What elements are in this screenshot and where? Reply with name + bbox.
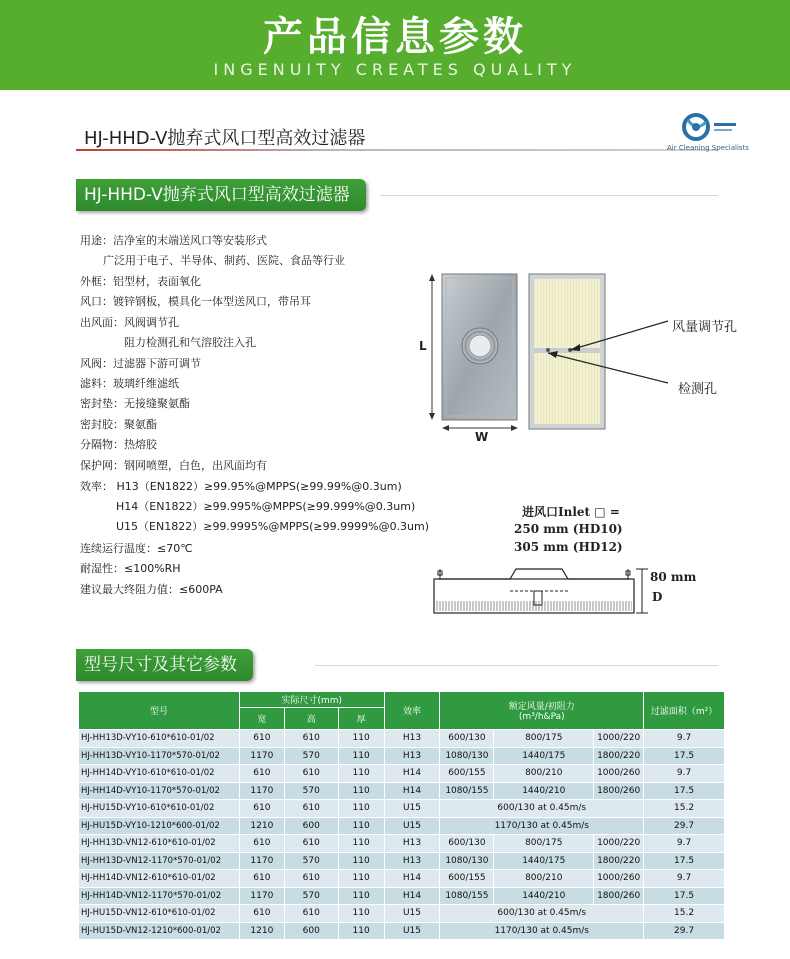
cell-efficiency: U15 (384, 905, 440, 923)
cell-airflow-low: 600/155 (440, 870, 494, 888)
table-row (79, 905, 725, 923)
cell-model: HJ-HH14D-VN12-610*610-01/02 (79, 870, 240, 888)
cell-efficiency: H14 (384, 870, 440, 888)
spec-line: 建议最大终阻力值：≤600PA (80, 583, 223, 596)
header-airflow-unit: (m³/h&Pa) (518, 712, 565, 722)
cell-width: 610 (239, 835, 284, 853)
cell-airflow-mid: 1440/175 (494, 852, 594, 870)
cell-height: 610 (284, 835, 338, 853)
label-length: L (419, 339, 427, 353)
cell-width: 1170 (239, 887, 284, 905)
table-row (79, 765, 725, 783)
cell-efficiency: H14 (384, 782, 440, 800)
cell-airflow-low: 600/130 (440, 835, 494, 853)
cell-airflow-low: 1080/130 (440, 852, 494, 870)
cell-airflow: 600/130 at 0.45m/s (440, 800, 644, 818)
spec-line: 分隔物：热熔胶 (80, 438, 157, 451)
cell-airflow-mid: 800/175 (494, 835, 594, 853)
label-damper-hole: 风量调节孔 (672, 320, 738, 335)
cell-efficiency: H13 (384, 835, 440, 853)
cell-efficiency: H14 (384, 765, 440, 783)
cell-depth: 110 (338, 747, 384, 765)
spec-line: 连续运行温度：≤70℃ (80, 542, 193, 555)
parameter-table (78, 691, 725, 940)
cell-model: HJ-HH13D-VN12-1170*570-01/02 (79, 852, 240, 870)
cell-model: HJ-HU15D-VN12-1210*600-01/02 (79, 922, 240, 940)
cell-filter-area: 17.5 (644, 852, 725, 870)
header-height: 高 (284, 708, 338, 730)
table-row (79, 852, 725, 870)
cell-depth: 110 (338, 817, 384, 835)
inlet-label: 进风口Inlet □ = (522, 505, 620, 519)
logo-caption: Air Cleaning Specialists (667, 144, 749, 152)
cell-airflow-high: 1000/260 (594, 765, 644, 783)
cell-airflow-mid: 1440/210 (494, 782, 594, 800)
cell-width: 610 (239, 905, 284, 923)
spec-line: 风阀：过滤器下游可调节 (80, 357, 201, 370)
filter-back-image (528, 273, 678, 433)
cell-depth: 110 (338, 870, 384, 888)
cell-airflow: 1170/130 at 0.45m/s (440, 817, 644, 835)
cell-airflow-low: 1080/155 (440, 782, 494, 800)
inlet-size-hd12: 305 mm (HD12) (514, 540, 623, 554)
cell-model: HJ-HH13D-VY10-1170*570-01/02 (79, 747, 240, 765)
table-row (79, 782, 725, 800)
cell-depth: 110 (338, 800, 384, 818)
cell-depth: 110 (338, 765, 384, 783)
cell-efficiency: H13 (384, 747, 440, 765)
cell-efficiency: H13 (384, 730, 440, 748)
height-label: 80 mm (650, 570, 697, 584)
cell-width: 1210 (239, 817, 284, 835)
filter-front-image (428, 270, 523, 448)
cell-filter-area: 17.5 (644, 782, 725, 800)
cell-height: 610 (284, 870, 338, 888)
cell-filter-area: 29.7 (644, 922, 725, 940)
table-body (79, 730, 725, 940)
cell-height: 610 (284, 905, 338, 923)
cell-airflow-high: 1800/220 (594, 852, 644, 870)
header-size: 实际尺寸(mm) (239, 692, 384, 708)
cell-height: 570 (284, 887, 338, 905)
header-width: 宽 (239, 708, 284, 730)
cell-depth: 110 (338, 782, 384, 800)
cell-airflow-mid: 1440/210 (494, 887, 594, 905)
cell-filter-area: 15.2 (644, 905, 725, 923)
cell-height: 610 (284, 800, 338, 818)
cell-airflow-mid: 1440/175 (494, 747, 594, 765)
spec-line: 用途：洁净室的末端送风口等安装形式 (80, 234, 267, 247)
spec-line: H14（EN1822）≥99.995%@MPPS(≥99.999%@0.3um) (116, 500, 416, 513)
header-efficiency: 效率 (384, 692, 440, 730)
cell-depth: 110 (338, 835, 384, 853)
cell-efficiency: U15 (384, 817, 440, 835)
cell-filter-area: 29.7 (644, 817, 725, 835)
spec-line: 密封胶：聚氨酯 (80, 418, 157, 431)
cell-airflow-mid: 800/210 (494, 765, 594, 783)
table-row (79, 747, 725, 765)
spec-line: 出风面：风阀调节孔 (80, 316, 179, 329)
spec-line: 耐湿性：≤100%RH (80, 562, 181, 575)
cell-airflow-high: 1800/260 (594, 887, 644, 905)
cell-model: HJ-HU15D-VY10-610*610-01/02 (79, 800, 240, 818)
cell-filter-area: 17.5 (644, 747, 725, 765)
product-title: HJ-HHD-V抛弃式风口型高效过滤器 (84, 128, 366, 149)
cell-airflow-high: 1000/220 (594, 835, 644, 853)
spec-line: 风口：镀锌钢板，模具化一体型送风口，带吊耳 (80, 295, 311, 308)
cell-airflow-high: 1000/260 (594, 870, 644, 888)
section-divider (315, 665, 718, 666)
table-row (79, 800, 725, 818)
cell-model: HJ-HH14D-VY10-610*610-01/02 (79, 765, 240, 783)
cell-model: HJ-HH13D-VY10-610*610-01/02 (79, 730, 240, 748)
label-test-hole: 检测孔 (678, 382, 718, 397)
cell-filter-area: 9.7 (644, 730, 725, 748)
spec-line: 滤料：玻璃纤维滤纸 (80, 377, 179, 390)
cell-width: 610 (239, 870, 284, 888)
section-divider (380, 195, 718, 196)
section-tab-models: 型号尺寸及其它参数 (76, 649, 253, 681)
cell-width: 610 (239, 730, 284, 748)
cell-depth: 110 (338, 887, 384, 905)
spec-line: 保护网：钢网喷塑，白色，出风面均有 (80, 459, 267, 472)
table-row (79, 922, 725, 940)
cell-depth: 110 (338, 730, 384, 748)
spec-line: U15（EN1822）≥99.9995%@MPPS(≥99.9999%@0.3um) (116, 520, 430, 533)
cell-airflow-high: 1800/220 (594, 747, 644, 765)
cell-depth: 110 (338, 905, 384, 923)
cell-airflow-high: 1800/260 (594, 782, 644, 800)
cell-height: 570 (284, 852, 338, 870)
cell-width: 1170 (239, 782, 284, 800)
table-row (79, 870, 725, 888)
label-width: W (475, 430, 489, 444)
cell-airflow-mid: 800/175 (494, 730, 594, 748)
cell-width: 1170 (239, 747, 284, 765)
cell-height: 600 (284, 817, 338, 835)
cell-airflow-low: 600/130 (440, 730, 494, 748)
cell-model: HJ-HU15D-VY10-1210*600-01/02 (79, 817, 240, 835)
table-row (79, 730, 725, 748)
cell-efficiency: U15 (384, 800, 440, 818)
cell-model: HJ-HH14D-VN12-1170*570-01/02 (79, 887, 240, 905)
banner-title: 产品信息参数 (263, 14, 527, 60)
cell-width: 610 (239, 800, 284, 818)
header-airflow (440, 692, 644, 730)
cell-width: 1170 (239, 852, 284, 870)
spec-line: 阻力检测孔和气溶胶注入孔 (124, 336, 256, 349)
cell-airflow-mid: 800/210 (494, 870, 594, 888)
section-tab-product: HJ-HHD-V抛弃式风口型高效过滤器 (76, 179, 366, 211)
header-model: 型号 (79, 692, 240, 730)
cell-efficiency: H13 (384, 852, 440, 870)
cell-depth: 110 (338, 852, 384, 870)
cell-airflow-low: 600/155 (440, 765, 494, 783)
table-row (79, 887, 725, 905)
cell-height: 600 (284, 922, 338, 940)
spec-line: 效率： H13（EN1822）≥99.95%@MPPS(≥99.99%@0.3um) (80, 480, 402, 493)
cell-airflow-low: 1080/130 (440, 747, 494, 765)
cell-efficiency: U15 (384, 922, 440, 940)
cell-height: 570 (284, 782, 338, 800)
cell-airflow: 1170/130 at 0.45m/s (440, 922, 644, 940)
cell-efficiency: H14 (384, 887, 440, 905)
cell-height: 610 (284, 765, 338, 783)
cell-model: HJ-HH14D-VY10-1170*570-01/02 (79, 782, 240, 800)
cell-height: 570 (284, 747, 338, 765)
header-divider (76, 149, 718, 151)
spec-line: 广泛用于电子、半导体、制药、医院、食品等行业 (103, 254, 345, 267)
cell-depth: 110 (338, 922, 384, 940)
cell-airflow-low: 1080/155 (440, 887, 494, 905)
cell-airflow-high: 1000/220 (594, 730, 644, 748)
cell-height: 610 (284, 730, 338, 748)
banner-subtitle: INGENUITY CREATES QUALITY (213, 60, 577, 79)
cell-filter-area: 9.7 (644, 765, 725, 783)
inlet-size-hd10: 250 mm (HD10) (514, 522, 623, 536)
cross-section-diagram (430, 555, 652, 620)
header-filter-area: 过滤面积（m²） (644, 692, 725, 730)
header-airflow-title: 额定风量/初阻力 (508, 702, 575, 712)
cell-filter-area: 17.5 (644, 887, 725, 905)
cell-filter-area: 9.7 (644, 870, 725, 888)
cell-width: 1210 (239, 922, 284, 940)
header-depth: 厚 (338, 708, 384, 730)
table-row (79, 817, 725, 835)
cell-width: 610 (239, 765, 284, 783)
spec-line: 密封垫：无接缝聚氨酯 (80, 397, 190, 410)
cell-filter-area: 9.7 (644, 835, 725, 853)
depth-label: D (652, 590, 663, 604)
table-row (79, 835, 725, 853)
cell-airflow: 600/130 at 0.45m/s (440, 905, 644, 923)
cell-model: HJ-HU15D-VN12-610*610-01/02 (79, 905, 240, 923)
top-banner (0, 0, 790, 90)
spec-line: 外框：铝型材，表面氧化 (80, 275, 201, 288)
cell-filter-area: 15.2 (644, 800, 725, 818)
cell-model: HJ-HH13D-VN12-610*610-01/02 (79, 835, 240, 853)
